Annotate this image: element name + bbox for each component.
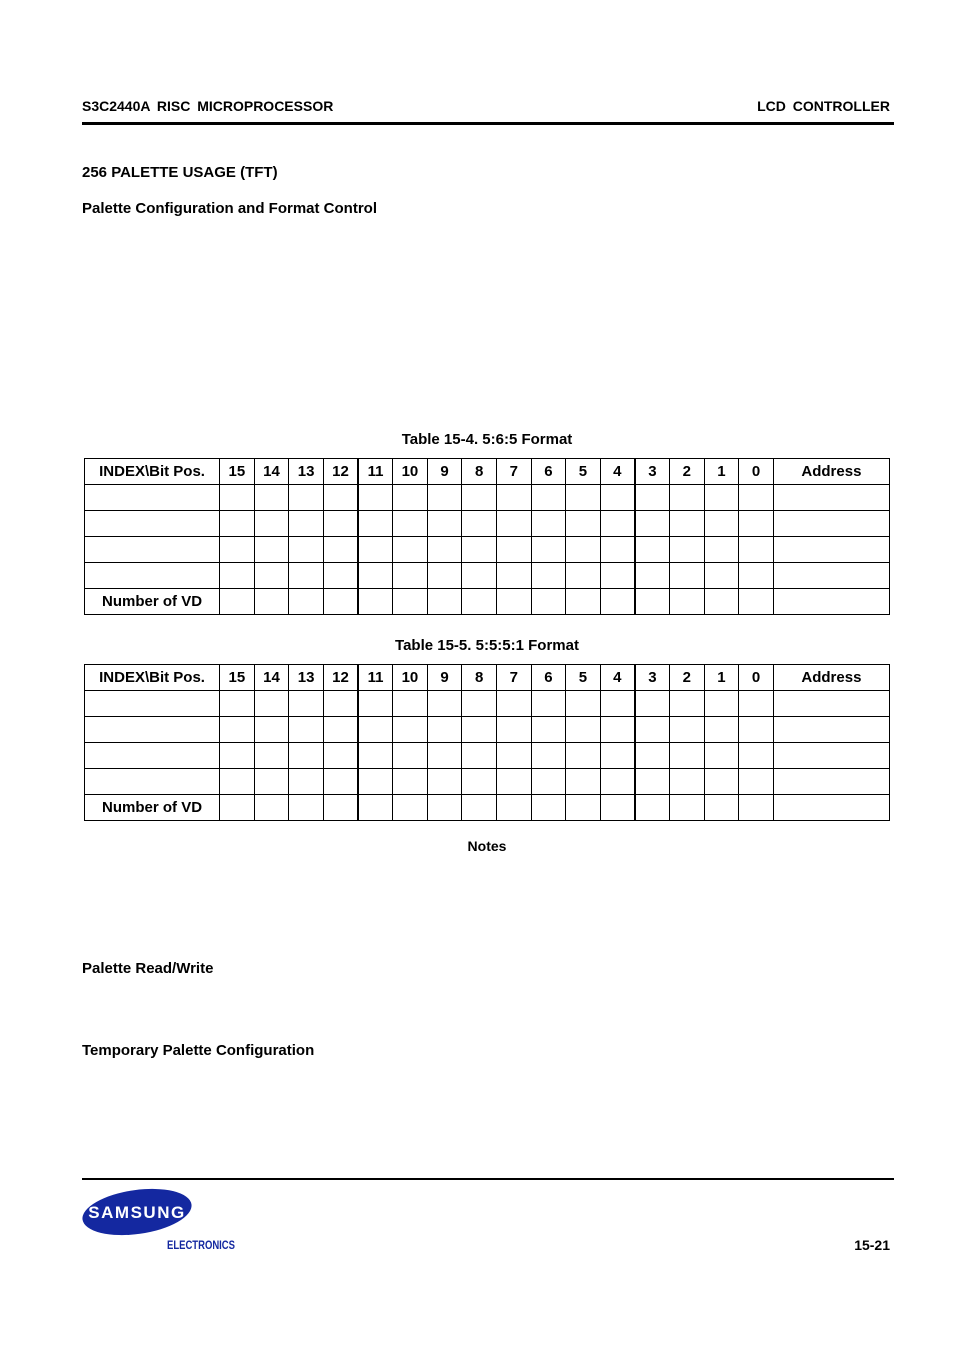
table-cell (323, 563, 358, 589)
table-cell (427, 511, 462, 537)
table-cell (670, 743, 705, 769)
table-cell (635, 563, 670, 589)
table-cell (427, 743, 462, 769)
table-cell (496, 589, 531, 615)
header-bit: 4 (600, 665, 635, 691)
samsung-logo-icon (82, 1188, 242, 1254)
table-cell (566, 589, 601, 615)
section-heading-read-write: Palette Read/Write (82, 960, 214, 977)
table-cell (427, 563, 462, 589)
table-cell (427, 717, 462, 743)
table-header-row (85, 665, 890, 691)
footer-divider (82, 1178, 894, 1180)
table-cell (393, 563, 428, 589)
table-cell (600, 511, 635, 537)
table-cell (323, 589, 358, 615)
table-cell (635, 485, 670, 511)
table-cell (566, 717, 601, 743)
table-cell (496, 691, 531, 717)
table-cell (289, 485, 324, 511)
table-cell (254, 795, 289, 821)
table-cell (496, 537, 531, 563)
table-cell (462, 717, 497, 743)
table-cell (773, 485, 889, 511)
header-bit: 9 (427, 665, 462, 691)
header-bit: 8 (462, 459, 497, 485)
table-cell (635, 589, 670, 615)
table-cell (462, 743, 497, 769)
table-cell (635, 511, 670, 537)
table-cell (289, 769, 324, 795)
header-bit: 1 (704, 665, 739, 691)
table-cell (85, 485, 220, 511)
table-cell (600, 485, 635, 511)
table-cell (254, 743, 289, 769)
header-bit: 9 (427, 459, 462, 485)
table-cell (670, 485, 705, 511)
format-table-5551 (84, 664, 890, 821)
table-cell (427, 769, 462, 795)
section-heading-config-format: Palette Configuration and Format Control (82, 200, 377, 217)
table-cell (496, 795, 531, 821)
table-row (85, 537, 890, 563)
table-cell (600, 691, 635, 717)
header-bit: 2 (670, 665, 705, 691)
table-cell (739, 717, 774, 743)
table-cell (496, 511, 531, 537)
table-cell (323, 537, 358, 563)
header-section: LCD CONTROLLER (757, 98, 890, 114)
table-cell (393, 691, 428, 717)
table-cell (496, 743, 531, 769)
row-label-number-of-vd: Number of VD (85, 589, 220, 615)
table-cell (85, 511, 220, 537)
table-cell (358, 537, 393, 563)
table-cell (739, 537, 774, 563)
table-cell (358, 589, 393, 615)
table-cell (635, 769, 670, 795)
table-cell (220, 563, 255, 589)
table-cell (635, 717, 670, 743)
table-cell (393, 537, 428, 563)
table-cell (289, 743, 324, 769)
table-cell (773, 589, 889, 615)
table-cell (739, 691, 774, 717)
header-bit: 1 (704, 459, 739, 485)
table-cell (566, 563, 601, 589)
table-cell (635, 537, 670, 563)
table-cell (739, 795, 774, 821)
header-bit: 0 (739, 459, 774, 485)
table-cell (704, 769, 739, 795)
section-heading-palette-usage: 256 PALETTE USAGE (TFT) (82, 164, 278, 181)
header-bit: 8 (462, 665, 497, 691)
table-cell (220, 537, 255, 563)
header-bit: 4 (600, 459, 635, 485)
table-cell (254, 485, 289, 511)
table-cell (254, 769, 289, 795)
table-cell (704, 717, 739, 743)
table-cell (393, 795, 428, 821)
table-cell (289, 563, 324, 589)
header-bit: 12 (323, 459, 358, 485)
table-cell (254, 589, 289, 615)
table-cell (739, 743, 774, 769)
format-table-565 (84, 458, 890, 615)
table1-caption: Table 15-4. 5:6:5 Format (401, 431, 573, 448)
row-label-number-of-vd: Number of VD (85, 795, 220, 821)
table-cell (635, 795, 670, 821)
table-header-row (85, 459, 890, 485)
table-cell (773, 511, 889, 537)
header-bit: 3 (635, 459, 670, 485)
table-cell (85, 563, 220, 589)
table-cell (254, 691, 289, 717)
header-bit: 12 (323, 665, 358, 691)
table-cell (670, 589, 705, 615)
header-index-bitpos: INDEX\Bit Pos. (85, 665, 220, 691)
header-bit: 7 (496, 459, 531, 485)
table-cell (358, 691, 393, 717)
table-cell (600, 769, 635, 795)
table-cell (323, 743, 358, 769)
table-cell (704, 743, 739, 769)
table-cell (220, 691, 255, 717)
page-number: 15-21 (854, 1237, 890, 1253)
table-cell (704, 795, 739, 821)
table-cell (773, 743, 889, 769)
table-cell (531, 795, 566, 821)
table-cell (254, 717, 289, 743)
table-cell (773, 769, 889, 795)
table-cell (635, 743, 670, 769)
header-bit: 5 (566, 665, 601, 691)
table-cell (220, 743, 255, 769)
table-cell (704, 537, 739, 563)
table-cell (393, 589, 428, 615)
header-bit: 11 (358, 459, 393, 485)
table-cell (566, 511, 601, 537)
table-cell (323, 691, 358, 717)
table-cell (220, 795, 255, 821)
table-cell (531, 485, 566, 511)
table-cell (531, 691, 566, 717)
table-cell (254, 537, 289, 563)
header-title: S3C2440A RISC MICROPROCESSOR (82, 98, 334, 114)
table-cell (358, 769, 393, 795)
table-cell (220, 511, 255, 537)
header-address: Address (773, 665, 889, 691)
table-cell (566, 743, 601, 769)
header-bit: 7 (496, 665, 531, 691)
table-cell (670, 537, 705, 563)
table-cell (289, 795, 324, 821)
header-bit: 14 (254, 459, 289, 485)
table-cell (773, 795, 889, 821)
table-cell (462, 795, 497, 821)
table-cell (462, 537, 497, 563)
table-cell (600, 537, 635, 563)
table-row (85, 743, 890, 769)
table-cell (85, 769, 220, 795)
table-cell (462, 485, 497, 511)
table-cell (531, 589, 566, 615)
table-row (85, 717, 890, 743)
table-cell (289, 691, 324, 717)
table-cell (220, 717, 255, 743)
table-cell (531, 563, 566, 589)
header-bit: 13 (289, 459, 324, 485)
table-cell (670, 511, 705, 537)
table-row (85, 589, 890, 615)
header-address: Address (773, 459, 889, 485)
header-bit: 10 (393, 459, 428, 485)
table-cell (85, 537, 220, 563)
table-cell (600, 589, 635, 615)
table-cell (358, 743, 393, 769)
header-bit: 15 (220, 459, 255, 485)
table-cell (531, 769, 566, 795)
header-index-bitpos: INDEX\Bit Pos. (85, 459, 220, 485)
table-cell (670, 769, 705, 795)
table-cell (739, 563, 774, 589)
header-bit: 15 (220, 665, 255, 691)
table-cell (220, 769, 255, 795)
table-cell (670, 563, 705, 589)
table-cell (739, 511, 774, 537)
table-cell (289, 537, 324, 563)
table-cell (220, 589, 255, 615)
table-cell (635, 691, 670, 717)
table-cell (427, 691, 462, 717)
table-cell (773, 717, 889, 743)
table-cell (566, 485, 601, 511)
table-cell (462, 691, 497, 717)
header-bit: 10 (393, 665, 428, 691)
table-cell (427, 589, 462, 615)
header-divider (82, 122, 894, 125)
table-cell (670, 717, 705, 743)
table-cell (220, 485, 255, 511)
table-cell (462, 511, 497, 537)
table-cell (531, 511, 566, 537)
header-bit: 11 (358, 665, 393, 691)
table-cell (323, 795, 358, 821)
table-cell (566, 795, 601, 821)
table-cell (496, 769, 531, 795)
notes-label: Notes (467, 838, 507, 854)
header-bit: 6 (531, 665, 566, 691)
table-cell (85, 743, 220, 769)
header-bit: 14 (254, 665, 289, 691)
table-row (85, 563, 890, 589)
table-cell (393, 485, 428, 511)
table-cell (358, 795, 393, 821)
table-cell (496, 717, 531, 743)
table-cell (427, 485, 462, 511)
table-cell (254, 511, 289, 537)
header-bit: 3 (635, 665, 670, 691)
table-row (85, 795, 890, 821)
table-cell (462, 589, 497, 615)
table-cell (531, 743, 566, 769)
table-cell (427, 795, 462, 821)
table-cell (85, 717, 220, 743)
table-cell (773, 563, 889, 589)
table-cell (358, 563, 393, 589)
table-cell (704, 563, 739, 589)
table-cell (323, 485, 358, 511)
table-cell (566, 691, 601, 717)
table-cell (289, 511, 324, 537)
table-cell (773, 537, 889, 563)
header-bit: 6 (531, 459, 566, 485)
table-cell (323, 511, 358, 537)
table-cell (323, 717, 358, 743)
table-cell (462, 769, 497, 795)
table-cell (739, 485, 774, 511)
table-cell (704, 485, 739, 511)
table-cell (393, 511, 428, 537)
table-cell (323, 769, 358, 795)
header-bit: 5 (566, 459, 601, 485)
table-cell (254, 563, 289, 589)
table-cell (496, 563, 531, 589)
samsung-logo (82, 1188, 242, 1259)
table-cell (358, 511, 393, 537)
table-cell (462, 563, 497, 589)
table-cell (600, 743, 635, 769)
table-row (85, 769, 890, 795)
logo-subtitle: ELECTRONICS (167, 1238, 235, 1252)
header-bit: 0 (739, 665, 774, 691)
table-cell (358, 485, 393, 511)
table-cell (358, 717, 393, 743)
table-cell (600, 717, 635, 743)
table-cell (704, 511, 739, 537)
table-cell (393, 769, 428, 795)
table-cell (289, 717, 324, 743)
header-bit: 13 (289, 665, 324, 691)
table-cell (393, 743, 428, 769)
table-cell (427, 537, 462, 563)
logo-wordmark: SAMSUNG (88, 1203, 186, 1222)
table-row (85, 691, 890, 717)
table-cell (704, 589, 739, 615)
table-row (85, 511, 890, 537)
table-cell (739, 589, 774, 615)
table-cell (85, 691, 220, 717)
table-cell (600, 563, 635, 589)
table-cell (531, 537, 566, 563)
table-cell (531, 717, 566, 743)
table-cell (670, 795, 705, 821)
table-cell (704, 691, 739, 717)
table-cell (670, 691, 705, 717)
table-cell (496, 485, 531, 511)
table-cell (393, 717, 428, 743)
table-row (85, 485, 890, 511)
table-cell (739, 769, 774, 795)
table-cell (289, 589, 324, 615)
table-cell (566, 769, 601, 795)
table-cell (773, 691, 889, 717)
table-cell (566, 537, 601, 563)
header-bit: 2 (670, 459, 705, 485)
table2-caption: Table 15-5. 5:5:5:1 Format (395, 637, 579, 654)
section-heading-temporary: Temporary Palette Configuration (82, 1042, 315, 1059)
table-cell (600, 795, 635, 821)
